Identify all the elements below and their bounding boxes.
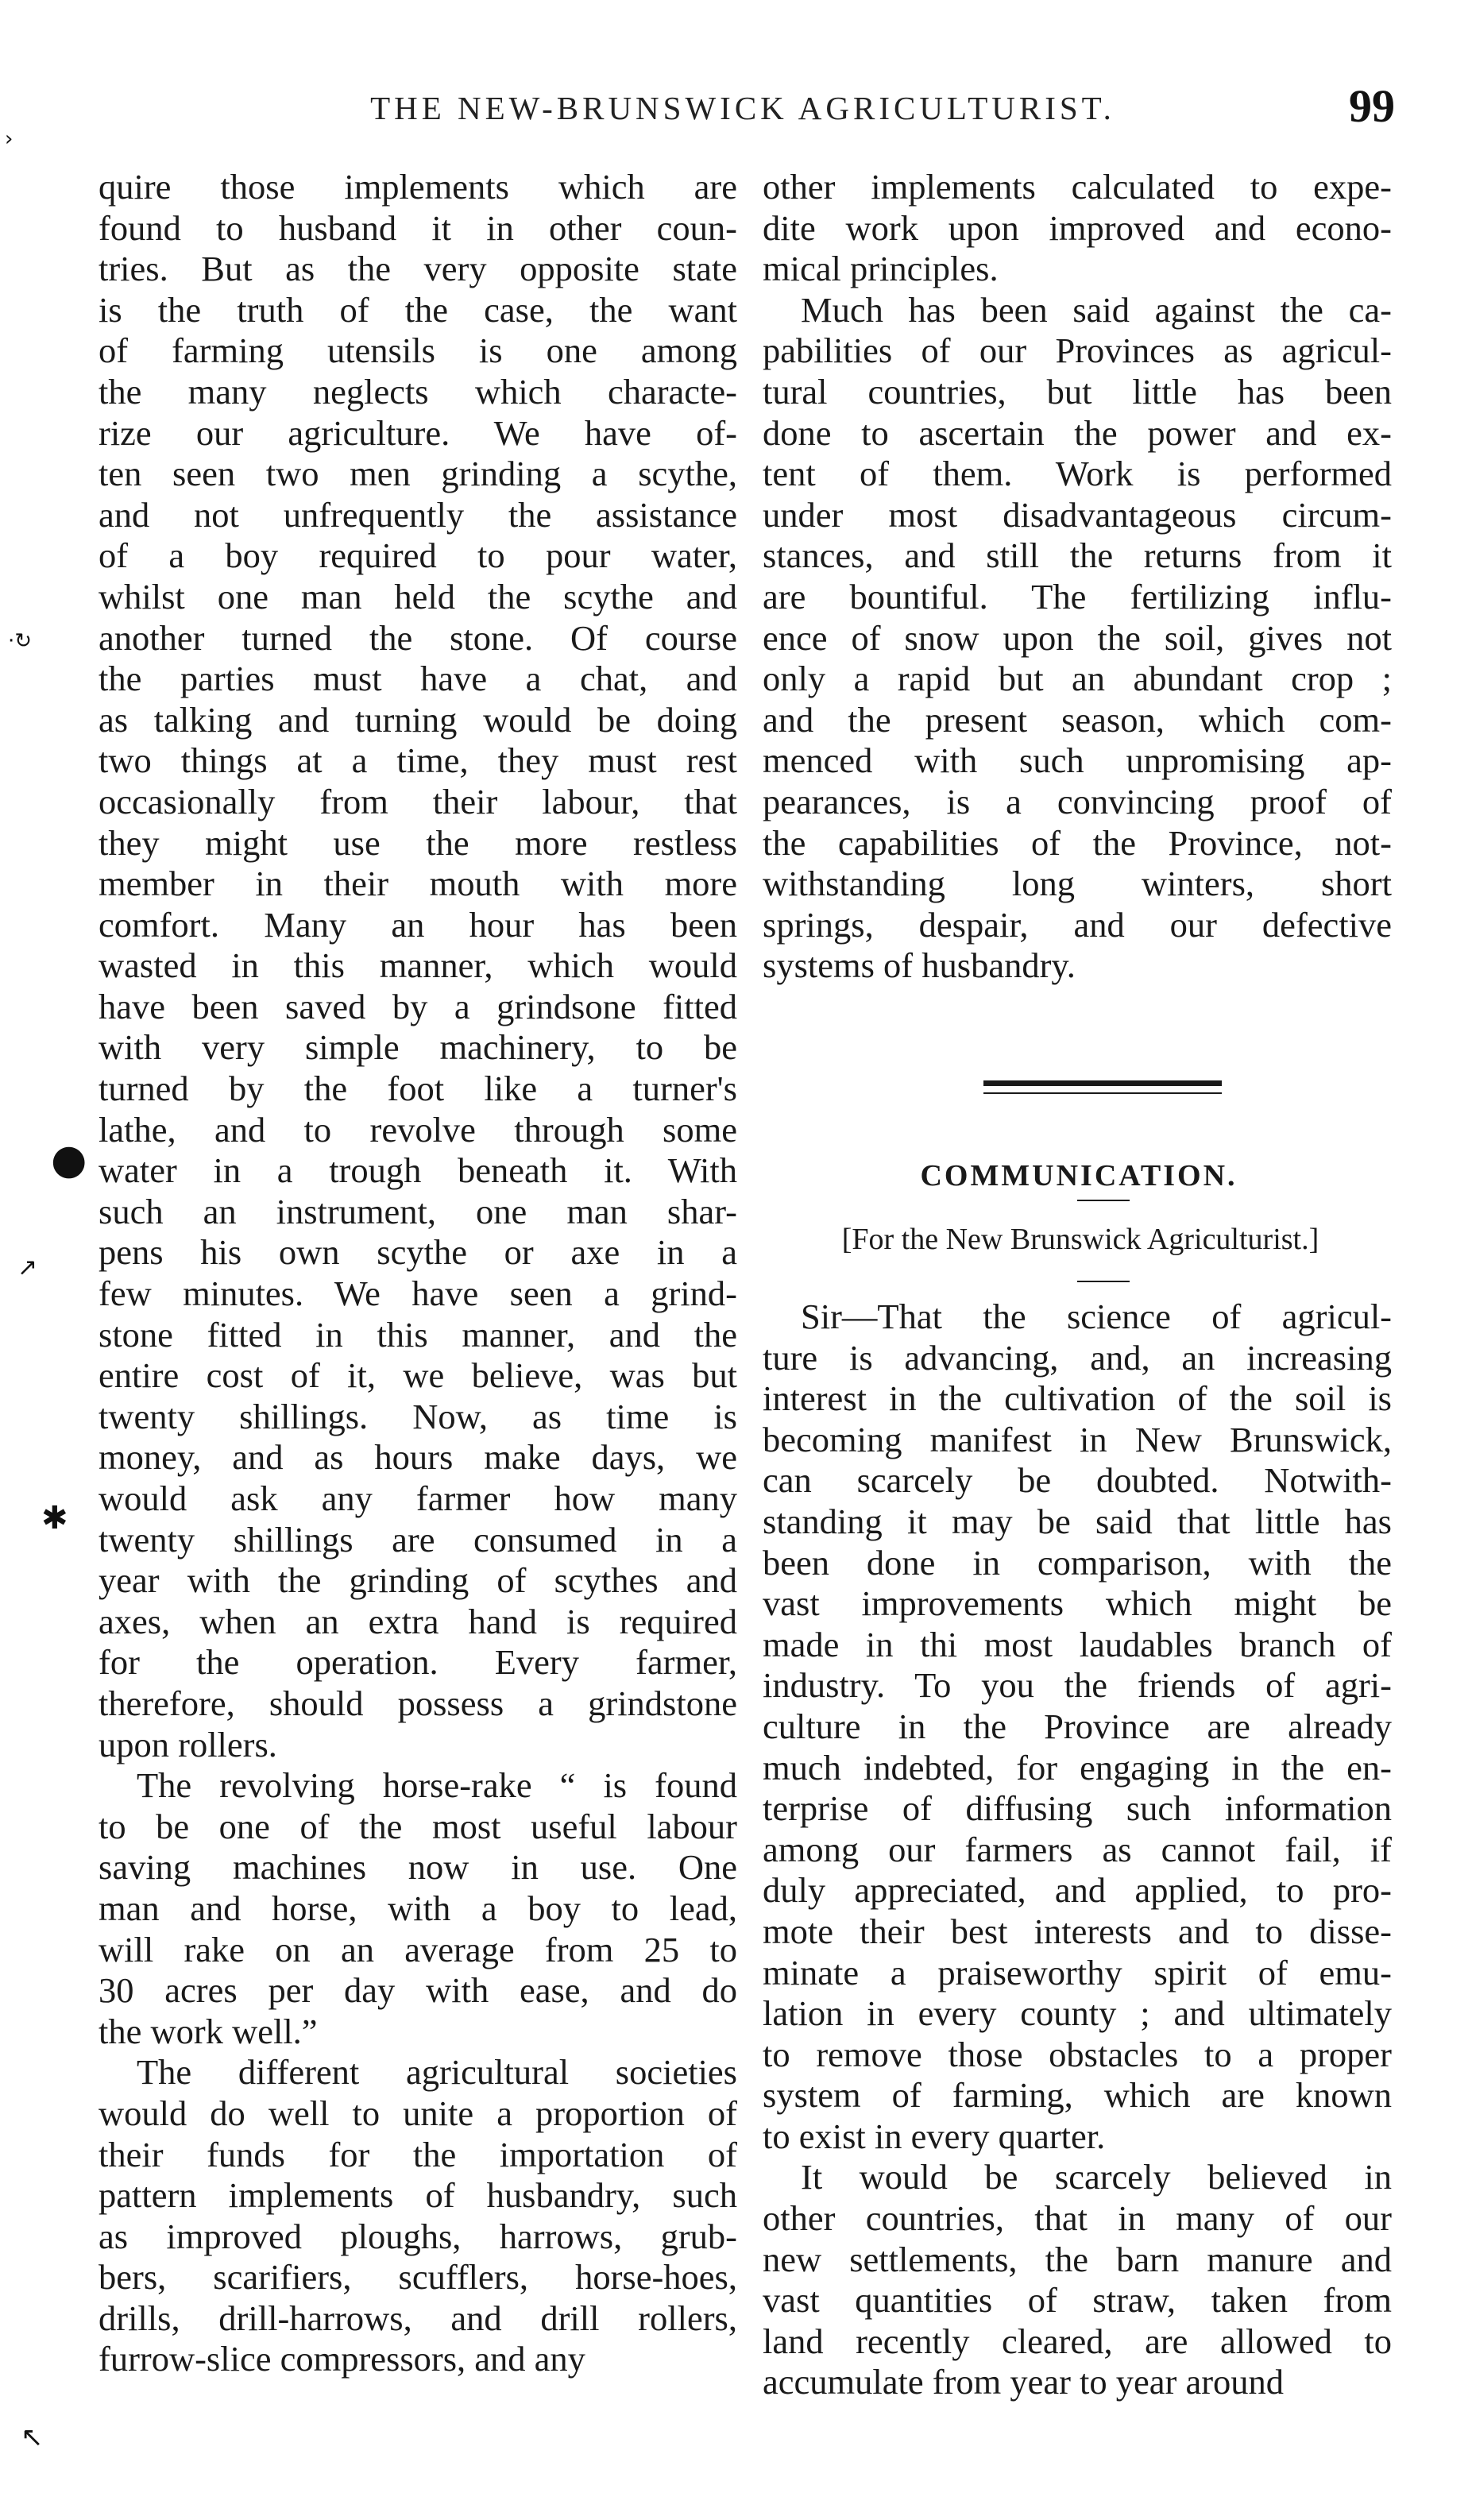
text-line: other countries, that in many of our bbox=[763, 2198, 1392, 2239]
text-line: new settlements, the barn manure and bbox=[763, 2239, 1392, 2279]
ink-blot-icon: ✱ bbox=[41, 1500, 68, 1536]
text-line: wasted in this manner, which would bbox=[99, 945, 737, 986]
text-line: another turned the stone. Of course bbox=[99, 617, 737, 658]
text-line: menced with such unpromising ap- bbox=[763, 740, 1392, 781]
text-line: and not unfrequently the assistance bbox=[99, 494, 737, 535]
text-line: rize our agriculture. We have of- bbox=[99, 412, 737, 453]
communication-byline: [For the New Brunswick Agriculturist.] bbox=[841, 1223, 1319, 1256]
text-line: withstanding long winters, short bbox=[763, 864, 1392, 904]
margin-mark-icon: ·↻ bbox=[8, 629, 33, 653]
text-line: lathe, and to revolve through some bbox=[99, 1109, 737, 1150]
text-line: pearances, is a convincing proof of bbox=[763, 781, 1392, 821]
text-line: as talking and turning would be doing bbox=[99, 699, 737, 740]
text-line: of farming utensils is one among bbox=[99, 330, 737, 371]
margin-mark-icon: ↖ bbox=[21, 2421, 44, 2453]
divider-thin-rule bbox=[983, 1092, 1222, 1094]
text-line: Much has been said against the ca- bbox=[801, 289, 1392, 330]
text-line: member in their mouth with more bbox=[99, 864, 737, 904]
text-line: for the operation. Every farmer, bbox=[99, 1642, 737, 1683]
text-line: Sir—That the science of agricul- bbox=[801, 1297, 1392, 1336]
text-line: among our farmers as cannot fail, if bbox=[763, 1829, 1392, 1869]
text-line: comfort. Many an hour has been bbox=[99, 904, 737, 945]
text-line: mical principles. bbox=[763, 249, 999, 289]
text-line: to exist in every quarter. bbox=[763, 2116, 1106, 2156]
text-line: culture in the Province are already bbox=[763, 1706, 1392, 1746]
text-line: money, and as hours make days, we bbox=[99, 1437, 737, 1478]
text-line: tural countries, but little has been bbox=[763, 371, 1392, 412]
text-line: minate a praiseworthy spirit of emu- bbox=[763, 1952, 1392, 1992]
heading-short-rule bbox=[1077, 1200, 1130, 1201]
text-line: pabilities of our Provinces as agricul- bbox=[763, 330, 1392, 371]
text-line: twenty shillings. Now, as time is bbox=[99, 1396, 737, 1436]
text-line: tent of them. Work is performed bbox=[763, 454, 1392, 494]
ink-blot-icon: ● bbox=[51, 1136, 87, 1184]
text-line: It would be scarcely believed in bbox=[801, 2157, 1392, 2197]
text-line: two things at a time, they must rest bbox=[99, 740, 737, 781]
text-line: pattern implements of husbandry, such bbox=[99, 2175, 737, 2216]
text-line: springs, despair, and our defective bbox=[763, 904, 1392, 945]
text-line: have been saved by a grindsone fitted bbox=[99, 986, 737, 1026]
text-line: stone fitted in this manner, and the bbox=[99, 1314, 737, 1355]
text-line: turned by the foot like a turner's bbox=[99, 1069, 737, 1109]
text-line: interest in the cultivation of the soil is bbox=[763, 1378, 1392, 1419]
text-line: quire those implements which are bbox=[99, 167, 737, 207]
text-line: and the present season, which com- bbox=[763, 699, 1392, 740]
right-column-top bbox=[763, 167, 1392, 987]
right-column-bottom bbox=[763, 1297, 1392, 2403]
text-line: vast quantities of straw, taken from bbox=[763, 2280, 1392, 2321]
text-line: bers, scarifiers, scufflers, horse-hoes, bbox=[99, 2257, 737, 2298]
text-line: of a boy required to pour water, bbox=[99, 535, 737, 576]
text-line: to be one of the most useful labour bbox=[99, 1806, 737, 1846]
text-line: water in a trough beneath it. With bbox=[99, 1150, 737, 1191]
text-line: ture is advancing, and, an increasing bbox=[763, 1337, 1392, 1378]
margin-mark-icon: ↗ bbox=[17, 1254, 38, 1281]
text-line: other implements calculated to expe- bbox=[763, 167, 1392, 207]
text-line: found to husband it in other coun- bbox=[99, 207, 737, 248]
text-line: would do well to unite a proportion of bbox=[99, 2093, 737, 2133]
text-line: systems of husbandry. bbox=[763, 945, 1076, 986]
text-line: 30 acres per day with ease, and do bbox=[99, 1970, 737, 2011]
text-line: lation in every county ; and ultimately bbox=[763, 1993, 1392, 2034]
text-line: therefore, should possess a grindstone bbox=[99, 1683, 737, 1723]
text-line: accumulate from year to year around bbox=[763, 2362, 1285, 2402]
byline-short-rule bbox=[1077, 1281, 1130, 1282]
text-line: ten seen two men grinding a scythe, bbox=[99, 454, 737, 494]
text-line: the parties must have a chat, and bbox=[99, 659, 737, 699]
text-line: system of farming, which are known bbox=[763, 2075, 1392, 2116]
text-line: upon rollers. bbox=[99, 1724, 277, 1764]
text-line: entire cost of it, we believe, was but bbox=[99, 1355, 737, 1396]
text-line: The different agricultural societies bbox=[137, 2052, 737, 2093]
text-line: axes, when an extra hand is required bbox=[99, 1601, 737, 1641]
text-line: under most disadvantageous circum- bbox=[763, 494, 1392, 535]
text-line: is the truth of the case, the want bbox=[99, 289, 737, 330]
text-line: land recently cleared, are allowed to bbox=[763, 2321, 1392, 2361]
text-line: the many neglects which characte- bbox=[99, 371, 737, 412]
text-line: dite work upon improved and econo- bbox=[763, 207, 1392, 248]
text-line: they might use the more restless bbox=[99, 822, 737, 863]
text-line: the work well.” bbox=[99, 2011, 318, 2051]
divider-thick-rule bbox=[983, 1080, 1222, 1086]
text-line: tries. But as the very opposite state bbox=[99, 249, 737, 289]
text-line: pens his own scythe or axe in a bbox=[99, 1232, 737, 1273]
text-line: will rake on an average from 25 to bbox=[99, 1929, 737, 1969]
text-line: drills, drill-harrows, and drill rollers, bbox=[99, 2298, 737, 2338]
text-line: the capabilities of the Province, not- bbox=[763, 822, 1392, 863]
text-line: man and horse, with a boy to lead, bbox=[99, 1888, 737, 1928]
text-line: would ask any farmer how many bbox=[99, 1478, 737, 1518]
text-line: terprise of diffusing such information bbox=[763, 1788, 1392, 1829]
text-line: vast improvements which might be bbox=[763, 1583, 1392, 1624]
text-line: their funds for the importation of bbox=[99, 2134, 737, 2174]
text-line: saving machines now in use. One bbox=[99, 1847, 737, 1888]
text-line: with very simple machinery, to be bbox=[99, 1027, 737, 1068]
text-line: ence of snow upon the soil, gives not bbox=[763, 617, 1392, 658]
text-line: stances, and still the returns from it bbox=[763, 535, 1392, 576]
text-line: much indebted, for engaging in the en- bbox=[763, 1747, 1392, 1788]
section-divider bbox=[983, 1080, 1222, 1094]
page-number: 99 bbox=[1349, 80, 1395, 132]
text-line: only a rapid but an abundant crop ; bbox=[763, 659, 1392, 699]
text-line: are bountiful. The fertilizing influ- bbox=[763, 576, 1392, 616]
text-line: mote their best interests and to disse- bbox=[763, 1911, 1392, 1951]
text-line: made in thi most laudables branch of bbox=[763, 1624, 1392, 1664]
text-line: year with the grinding of scythes and bbox=[99, 1560, 737, 1601]
communication-heading: COMMUNICATION. bbox=[920, 1159, 1238, 1192]
running-head: THE NEW-BRUNSWICK AGRICULTURIST. bbox=[370, 90, 1115, 126]
text-line: becoming manifest in New Brunswick, bbox=[763, 1419, 1392, 1459]
text-line: furrow-slice compressors, and any bbox=[99, 2339, 585, 2379]
text-line: can scarcely be doubted. Notwith- bbox=[763, 1460, 1392, 1501]
left-column bbox=[99, 167, 737, 2380]
text-line: as improved ploughs, harrows, grub- bbox=[99, 2216, 737, 2256]
text-line: industry. To you the friends of agri- bbox=[763, 1665, 1392, 1706]
text-line: whilst one man held the scythe and bbox=[99, 576, 737, 616]
text-line: standing it may be said that little has bbox=[763, 1501, 1392, 1541]
text-line: The revolving horse-rake “ is found bbox=[137, 1765, 737, 1806]
text-line: twenty shillings are consumed in a bbox=[99, 1519, 737, 1560]
text-line: occasionally from their labour, that bbox=[99, 781, 737, 821]
text-line: few minutes. We have seen a grind- bbox=[99, 1274, 737, 1314]
text-line: to remove those obstacles to a proper bbox=[763, 2034, 1392, 2074]
margin-mark-icon: › bbox=[5, 127, 14, 151]
text-line: such an instrument, one man shar- bbox=[99, 1191, 737, 1231]
text-line: been done in comparison, with the bbox=[763, 1542, 1392, 1583]
text-line: done to ascertain the power and ex- bbox=[763, 412, 1392, 453]
text-line: duly appreciated, and applied, to pro- bbox=[763, 1870, 1392, 1911]
